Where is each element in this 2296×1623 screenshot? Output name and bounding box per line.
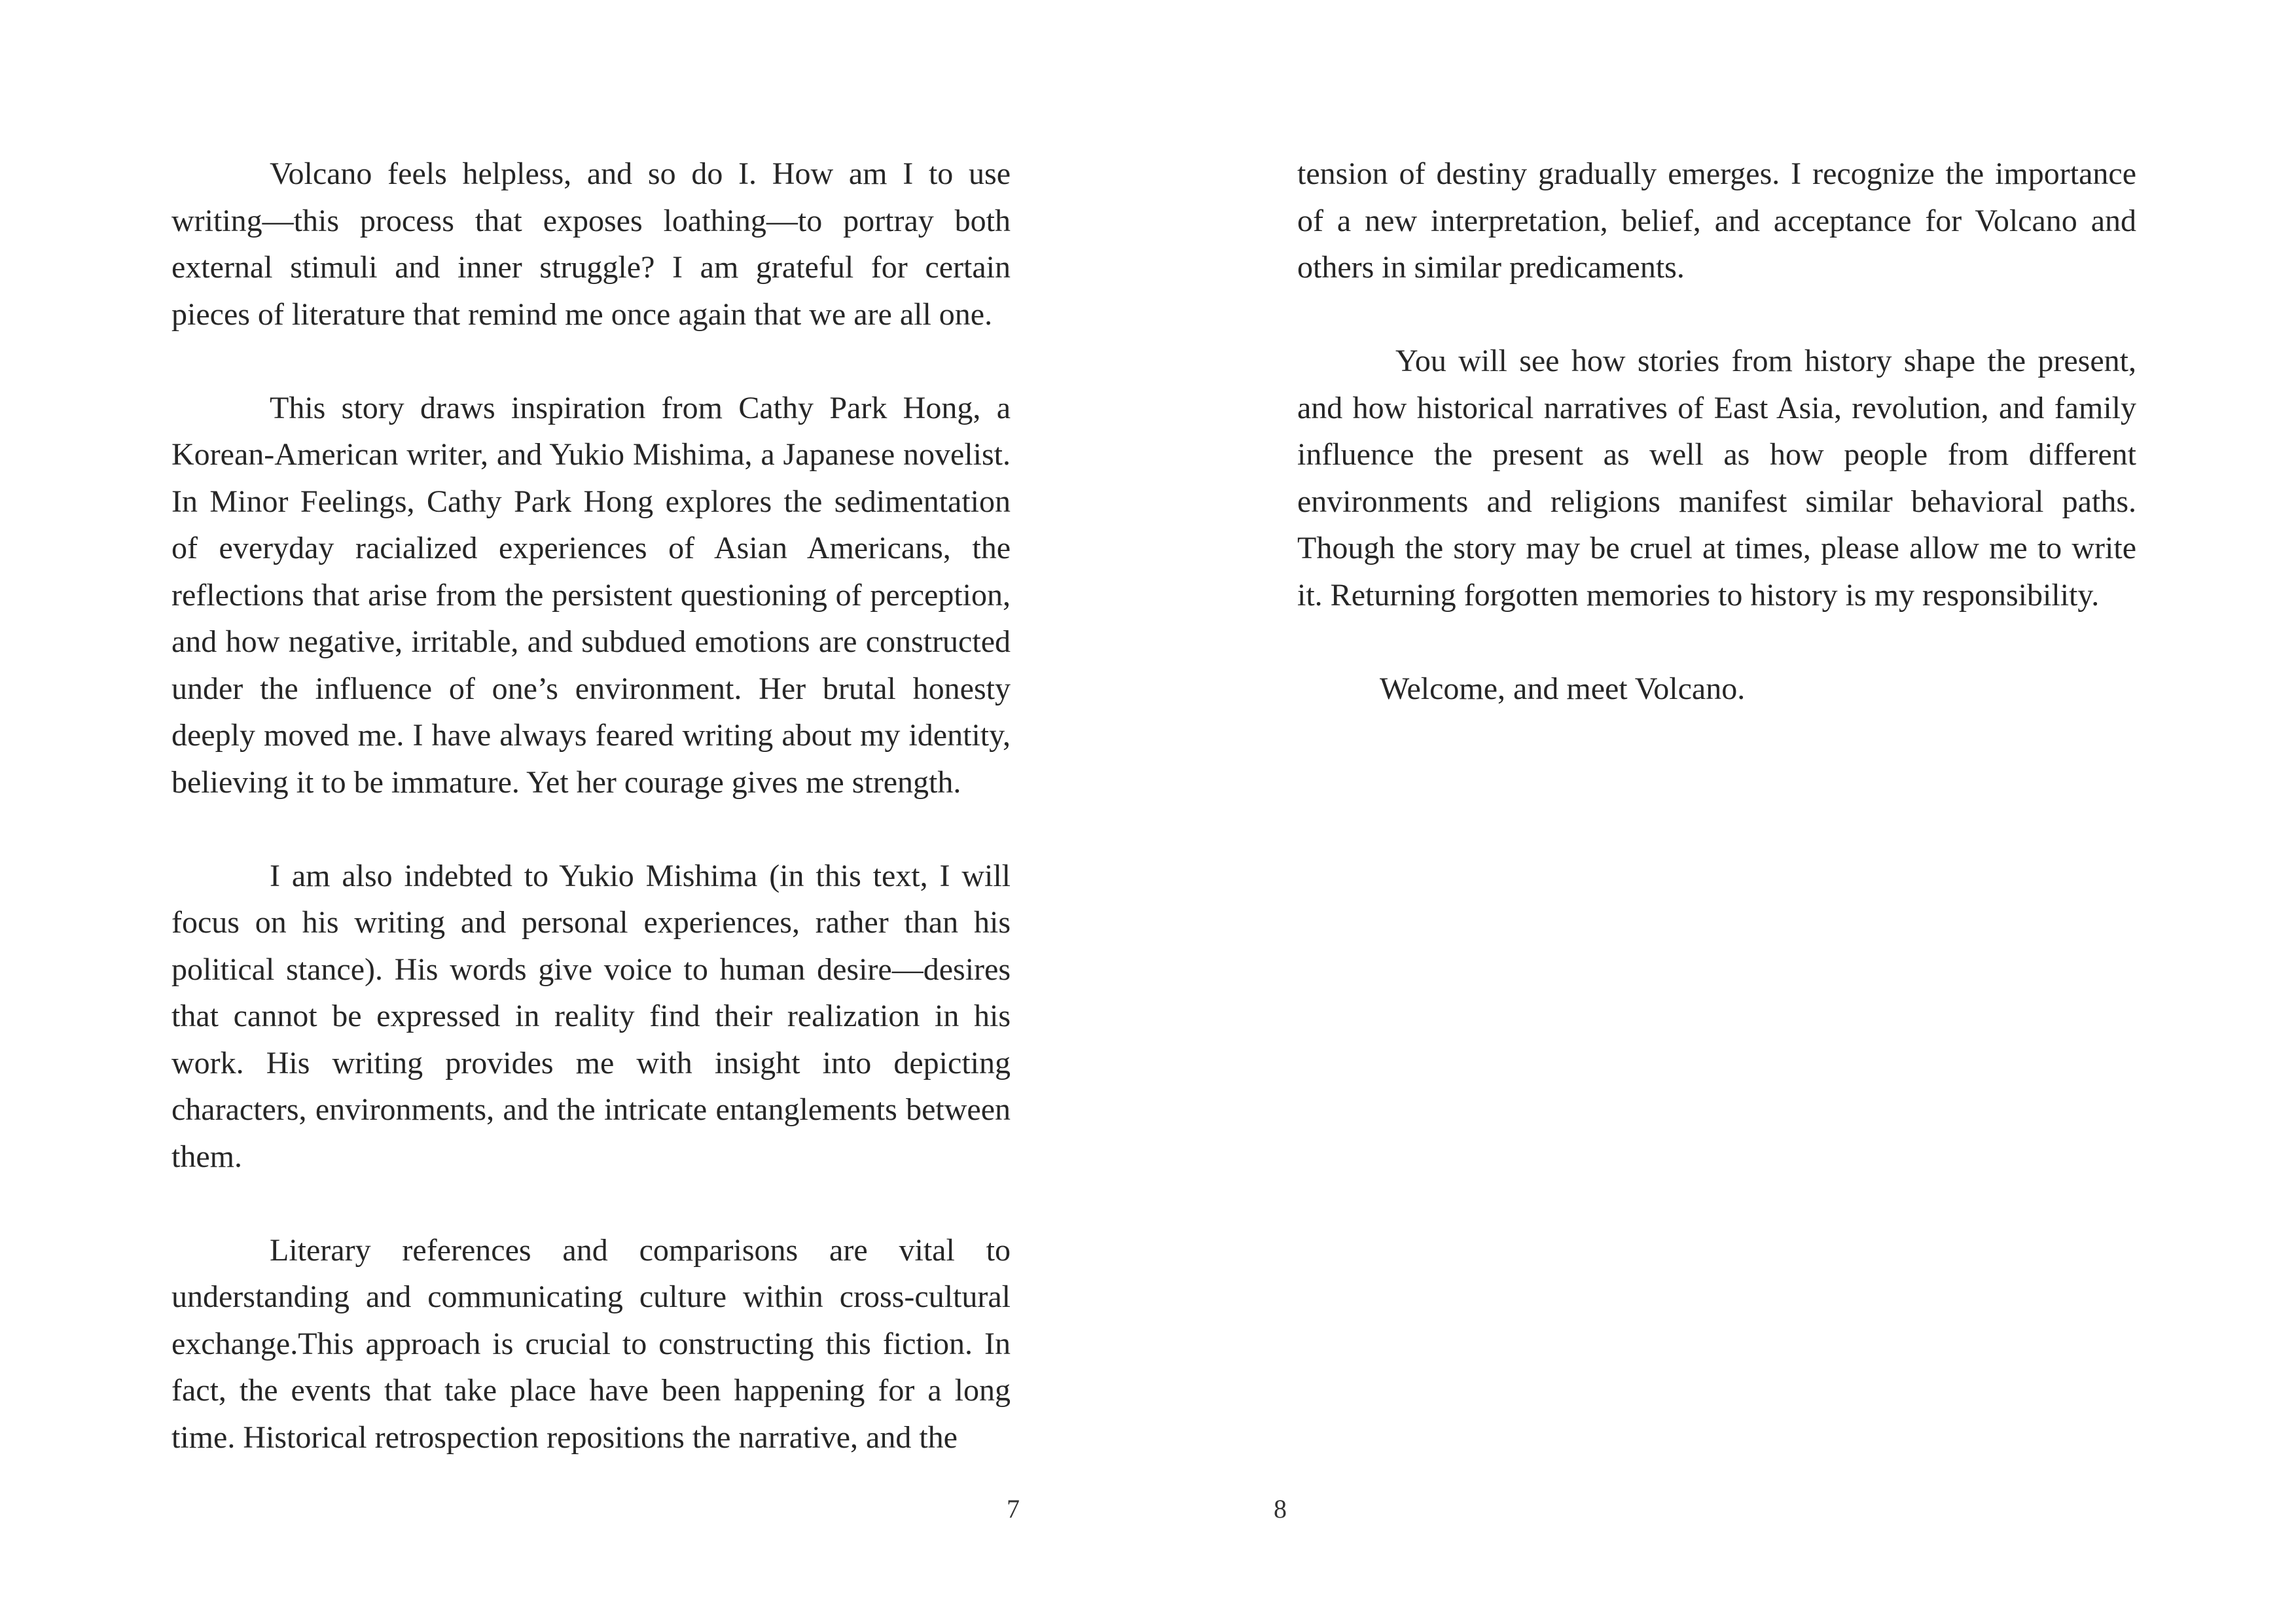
right-page (1148, 0, 2296, 1623)
closing-line: Welcome, and meet Volcano. (1380, 671, 1746, 706)
left-page-text-column (171, 151, 1011, 1461)
right-page-text-column (1297, 151, 2136, 712)
page-number-left: 7 (1007, 1494, 1020, 1524)
paragraph-continued: tension of destiny gradually emerges. I recognize the importance of a new interpretation, belief, and acceptance for Volcano and others in similar predicaments. (1297, 156, 2136, 285)
paragraph: Volcano feels helpless, and so do I. How am I to use writing—this process that exposes loathing—to portray both external stimuli and inner struggle? I am grateful for certain pieces of literature that remind me once again that we are all one. (171, 156, 1011, 332)
paragraph: Literary references and comparisons are vital to understanding and communicating culture within cross-cultural exchange.This approach is crucial to constructing this fiction. In fact, the events that take place have been happening for a long time. Historical retrospection repositions the narrative, and the (171, 1232, 1011, 1455)
paragraph: I am also indebted to Yukio Mishima (in this text, I will focus on his writing and personal experiences, rather than his political stance). His words give voice to human desire—desires that cannot be expressed in reality find their realization in his work. His writing provides me with insight into depicting characters, environments, and the intricate entanglements between them. (171, 858, 1011, 1174)
page-number-right: 8 (1274, 1494, 1287, 1524)
paragraph: You will see how stories from history shape the present, and how historical narratives of East Asia, revolution, and family influence the present as well as how people from different environments and religions manifest similar behavioral paths. Though the story may be cruel at times, please allow me to write it. Returning forgotten memories to history is my responsibility. (1297, 344, 2136, 613)
paragraph: This story draws inspiration from Cathy Park Hong, a Korean-American writer, and Yukio Mishima, a Japanese novelist. In Minor Feelings, Cathy Park Hong explores the sedimentation of everyday racialized experiences of Asian Americans, the reflections that arise from the persistent questioning of perception, and how negative, irritable, and subdued emotions are constructed under the influence of one’s environment. Her brutal honesty deeply moved me. I have always feared writing about my identity, believing it to be immature. Yet her courage gives me strength. (171, 390, 1011, 800)
